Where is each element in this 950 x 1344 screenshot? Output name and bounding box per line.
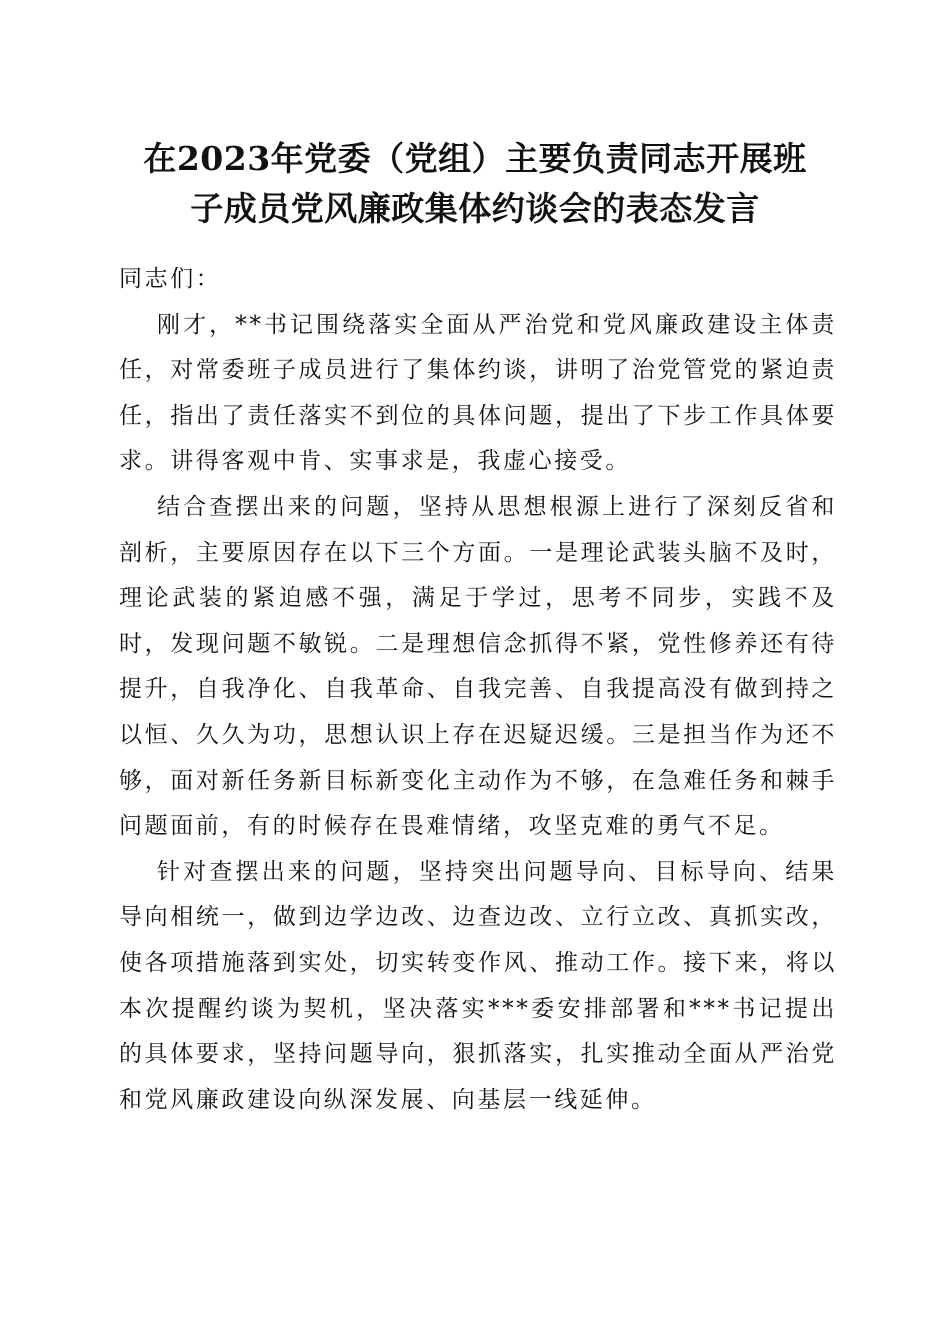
- title-line-2: 子成员党风廉政集体约谈会的表态发言: [190, 189, 760, 228]
- document-body: [119, 257, 837, 1123]
- paragraph-2: 结合查摆出来的问题，坚持从思想根源上进行了深刻反省和剖析，主要原因存在以下三个方面。一是理论武装头脑不及时，理论武装的紧迫感不强，满足于学过，思考不同步，实践不及时，发现问题不敏锐。二是理想信念抓得不紧，党性修养还有待提升，自我净化、自我革命、自我完善、自我提高没有做到持之以恒、久久为功，思想认识上存在迟疑迟缓。三是担当作为还不够，面对新任务新目标新变化主动作为不够，在急难任务和棘手问题面前，有的时候存在畏难情绪，攻坚克难的勇气不足。: [119, 493, 837, 840]
- title-line-1: 在2023年党委（党组）主要负责同志开展班: [143, 139, 807, 178]
- salutation: 同志们：: [119, 266, 222, 292]
- paragraph-3: 针对查摆出来的问题，坚持突出问题导向、目标导向、结果导向相统一，做到边学边改、边查边改、立行立改、真抓实改，使各项措施落到实处，切实转变作风、推动工作。接下来，将以本次提醒约谈为契机，坚决落实***委安排部署和***书记提出的具体要求，坚持问题导向，狠抓落实，扎实推动全面从严治党和党风廉政建设向纵深发展、向基层一线延伸。: [119, 858, 837, 1113]
- document-title: [100, 134, 850, 234]
- paragraph-1: 刚才，**书记围绕落实全面从严治党和党风廉政建设主体责任，对常委班子成员进行了集体约谈，讲明了治党管党的紧迫责任，指出了责任落实不到位的具体问题，提出了下步工作具体要求。讲得客观中肯、实事求是，我虚心接受。: [119, 311, 837, 475]
